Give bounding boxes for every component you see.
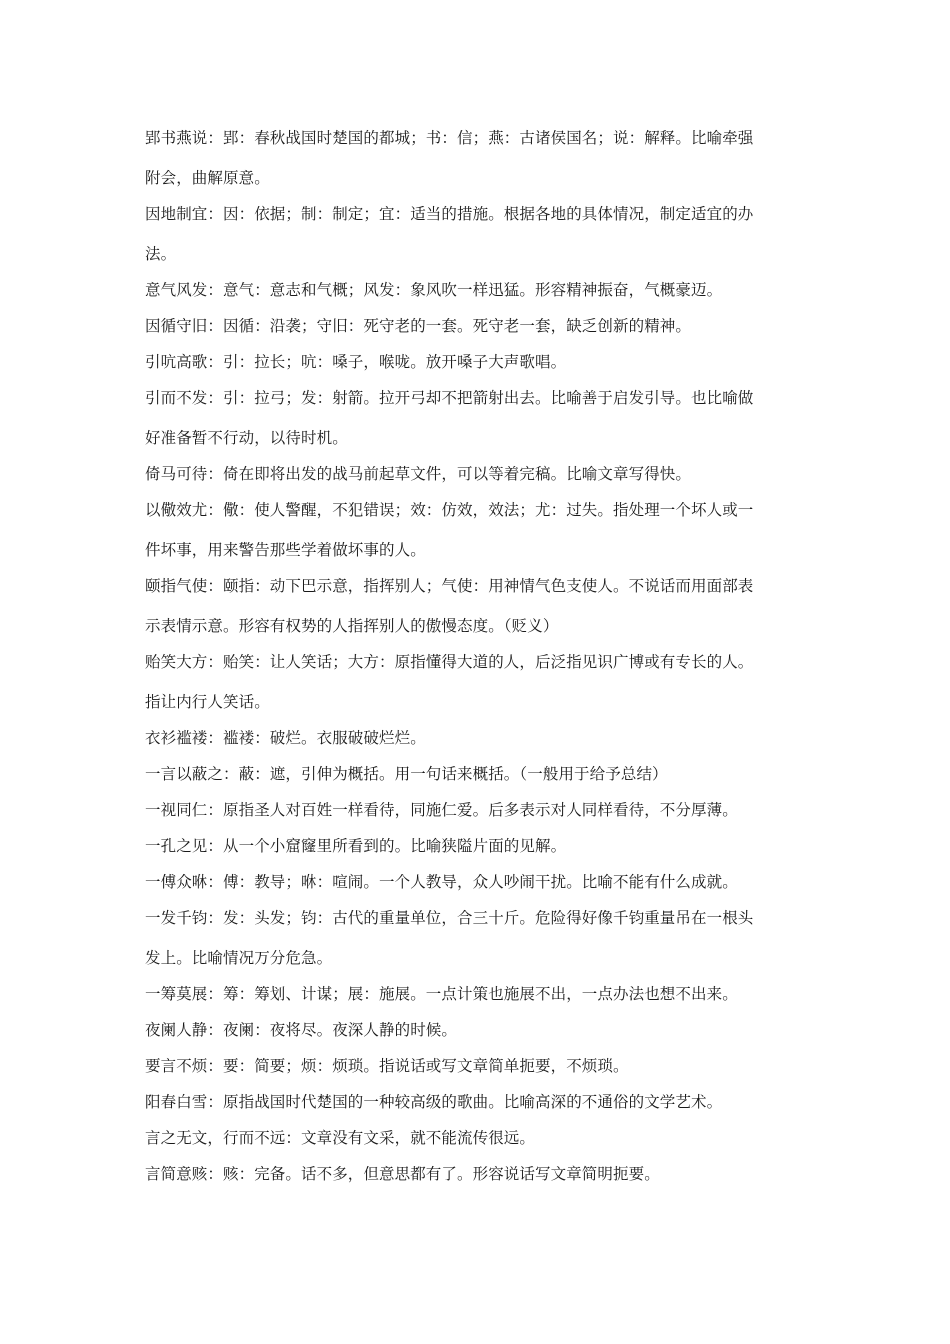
idiom-entry: 因循守旧：因循：沿袭；守旧：死守老的一套。死守老一套，缺乏创新的精神。 [145, 317, 692, 335]
idiom-entry: 要言不烦：要：简要；烦：烦琐。指说话或写文章简单扼要，不烦琐。 [145, 1057, 629, 1075]
idiom-entry: 因地制宜：因：依据；制：制定；宜：适当的措施。根据各地的具体情况，制定适宜的办 [145, 205, 754, 223]
idiom-entry: 以儆效尤：儆：使人警醒，不犯错误；效：仿效，效法；尤：过失。指处理一个坏人或一 [145, 501, 754, 519]
idiom-entry: 一傅众咻：傅：教导；咻：喧闹。一个人教导，众人吵闹干扰。比喻不能有什么成就。 [145, 873, 738, 891]
idiom-entry: 言之无文，行而不远：文章没有文采，就不能流传很远。 [145, 1129, 536, 1147]
idiom-entry: 衣衫褴褛：褴褛：破烂。衣服破破烂烂。 [145, 729, 426, 747]
idiom-entry-continuation: 示表情示意。形容有权势的人指挥别人的傲慢态度。（贬义） [145, 617, 559, 635]
idiom-entry: 言简意赅：赅：完备。话不多，但意思都有了。形容说话写文章简明扼要。 [145, 1165, 660, 1183]
idiom-entry: 一孔之见：从一个小窟窿里所看到的。比喻狭隘片面的见解。 [145, 837, 567, 855]
idiom-entry: 意气风发：意气：意志和气概；风发：象风吹一样迅猛。形容精神振奋，气概豪迈。 [145, 281, 723, 299]
idiom-entry: 颐指气使：颐指：动下巴示意，指挥别人；气使：用神情气色支使人。不说话而用面部表 [145, 577, 754, 595]
idiom-entry: 一言以蔽之：蔽：遮，引伸为概括。用一句话来概括。（一般用于给予总结） [145, 765, 668, 783]
idiom-entry: 郢书燕说：郢：春秋战国时楚国的都城；书：信；燕：古诸侯国名；说：解释。比喻牵强 [145, 129, 754, 147]
idiom-entry: 一筹莫展：筹：筹划、计谋；展：施展。一点计策也施展不出，一点办法也想不出来。 [145, 985, 738, 1003]
idiom-entry: 倚马可待：倚在即将出发的战马前起草文件，可以等着完稿。比喻文章写得快。 [145, 465, 692, 483]
idiom-entry: 引而不发：引：拉弓；发：射箭。拉开弓却不把箭射出去。比喻善于启发引导。也比喻做 [145, 389, 754, 407]
idiom-entry: 一视同仁：原指圣人对百姓一样看待，同施仁爱。后多表示对人同样看待，不分厚薄。 [145, 801, 738, 819]
idiom-entry-continuation: 指让内行人笑话。 [145, 693, 270, 711]
idiom-entry-continuation: 发上。比喻情况万分危急。 [145, 949, 333, 967]
idiom-list [145, 123, 805, 1195]
idiom-entry: 贻笑大方：贻笑：让人笑话；大方：原指懂得大道的人，后泛指见识广博或有专长的人。 [145, 653, 754, 671]
idiom-entry-continuation: 附会，曲解原意。 [145, 169, 270, 187]
idiom-entry-continuation: 好准备暂不行动，以待时机。 [145, 429, 348, 447]
idiom-entry: 引吭高歌：引：拉长；吭：嗓子，喉咙。放开嗓子大声歌唱。 [145, 353, 567, 371]
idiom-entry: 阳春白雪：原指战国时代楚国的一种较高级的歌曲。比喻高深的不通俗的文学艺术。 [145, 1093, 723, 1111]
idiom-entry-continuation: 法。 [145, 245, 177, 263]
idiom-entry-continuation: 件坏事，用来警告那些学着做坏事的人。 [145, 541, 426, 559]
idiom-entry: 夜阑人静：夜阑：夜将尽。夜深人静的时候。 [145, 1021, 458, 1039]
idiom-entry: 一发千钧：发：头发；钧：古代的重量单位，合三十斤。危险得好像千钧重量吊在一根头 [145, 909, 754, 927]
